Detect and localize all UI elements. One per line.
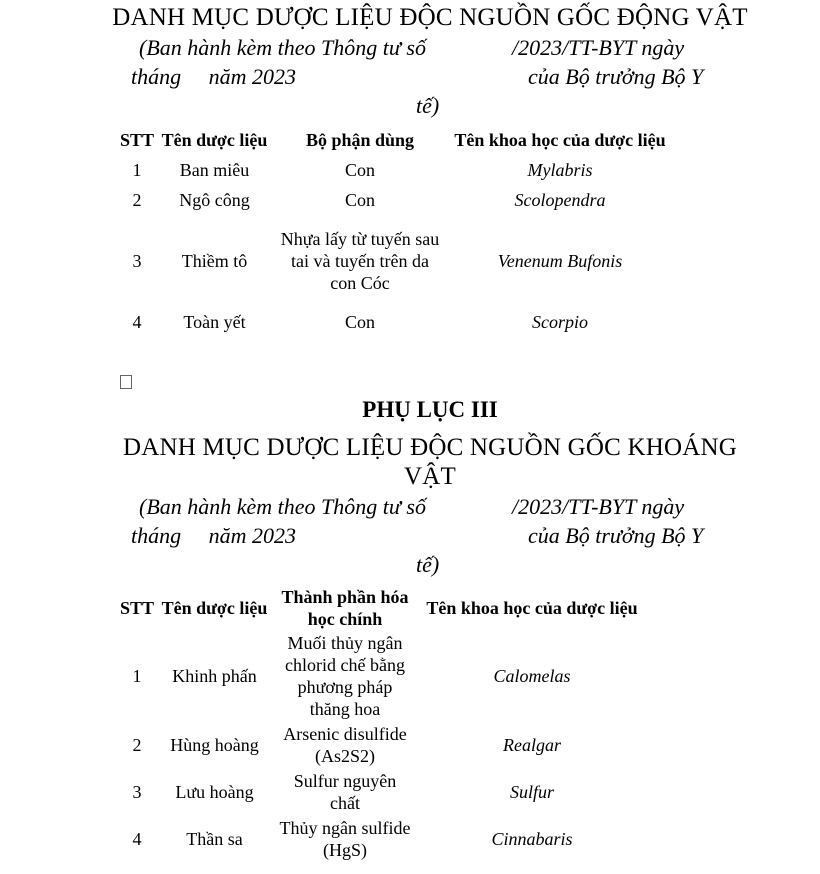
t2-comp-line: phương pháp (297, 677, 393, 697)
section2-title-line1: DANH MỤC DƯỢC LIỆU ĐỘC NGUỒN GỐC KHOÁNG (123, 434, 737, 461)
t2-stt: 2 (132, 735, 142, 755)
section2-title-line2: VẬT (404, 463, 456, 490)
t2-header-stt: STT (119, 598, 155, 618)
t1-sci: Mylabris (527, 160, 593, 180)
t2-comp-line: Arsenic disulfide (283, 724, 407, 744)
t2-comp-line: Sulfur nguyên (293, 771, 397, 791)
t2-comp-line: chlorid chế bằng (285, 655, 405, 675)
t1-name: Ngô công (179, 190, 250, 210)
t1-stt: 2 (132, 190, 142, 210)
t2-comp-line: Muối thủy ngân (287, 633, 403, 653)
section1-issued-by-1b: /2023/TT-BYT ngày (512, 35, 685, 60)
t2-header-comp-line: Thành phần hóa (281, 587, 409, 607)
t2-stt: 1 (132, 666, 142, 686)
t1-stt: 1 (132, 160, 142, 180)
section2-issued-by-2a: tháng năm 2023 (131, 523, 296, 548)
t1-part: Con (344, 190, 375, 210)
t1-name: Thiềm tô (181, 251, 248, 271)
t1-sci: Scolopendra (514, 190, 606, 210)
t1-part-line: Nhựa lấy từ tuyến sau (280, 229, 440, 249)
t2-comp-line: thăng hoa (309, 699, 381, 719)
t2-stt: 4 (132, 829, 142, 849)
t1-stt: 3 (132, 251, 142, 271)
section1-issued-by-1a: (Ban hành kèm theo Thông tư số (139, 35, 426, 60)
t1-header-name: Tên dược liệu (161, 130, 268, 150)
section1-issued-by-3: tế) (416, 93, 440, 118)
t2-comp-line: (HgS) (323, 840, 367, 860)
t2-name: Lưu hoàng (175, 782, 254, 802)
t1-sci: Scorpio (532, 312, 588, 332)
section2-issued-by-1b: /2023/TT-BYT ngày (512, 494, 685, 519)
t1-part: Con (344, 160, 375, 180)
t2-comp-line: Thủy ngân sulfide (279, 818, 411, 838)
t2-name: Khinh phấn (172, 666, 257, 686)
t2-sci: Cinnabaris (491, 829, 573, 849)
section1-issued-by-2a: tháng năm 2023 (131, 64, 296, 89)
t2-header-name: Tên dược liệu (161, 598, 268, 618)
paragraph-marker (120, 375, 132, 389)
t2-sci: Calomelas (493, 666, 571, 686)
t1-name: Ban miêu (179, 160, 250, 180)
section1-title: DANH MỤC DƯỢC LIỆU ĐỘC NGUỒN GỐC ĐỘNG VẬT (112, 4, 748, 31)
t1-part-line: con Cóc (330, 273, 390, 293)
appendix-title: PHỤ LỤC III (362, 397, 498, 422)
t1-name: Toàn yết (183, 312, 246, 332)
section1-issued-by-2b: của Bộ trưởng Bộ Y (528, 64, 704, 89)
t2-header-comp-line: học chính (307, 609, 383, 629)
t1-header-part: Bộ phận dùng (305, 130, 415, 150)
t1-header-sci: Tên khoa học của dược liệu (454, 130, 666, 150)
t1-stt: 4 (132, 312, 142, 332)
t2-sci: Realgar (503, 735, 561, 755)
t2-header-sci: Tên khoa học của dược liệu (426, 598, 638, 618)
t1-part-line: tai và tuyến trên da (291, 251, 429, 271)
t2-comp-line: (As2S2) (314, 746, 375, 766)
section2-issued-by-3: tế) (416, 552, 440, 577)
t2-comp-line: chất (330, 793, 360, 813)
t2-sci: Sulfur (509, 782, 554, 802)
section2-issued-by-2b: của Bộ trưởng Bộ Y (528, 523, 704, 548)
section2-issued-by-1a: (Ban hành kèm theo Thông tư số (139, 494, 426, 519)
t2-name: Hùng hoàng (170, 735, 259, 755)
t1-part: Con (344, 312, 375, 332)
t1-header-stt: STT (119, 130, 155, 150)
t2-stt: 3 (132, 782, 142, 802)
t1-sci: Venenum Bufonis (497, 251, 623, 271)
t2-name: Thần sa (186, 829, 243, 849)
